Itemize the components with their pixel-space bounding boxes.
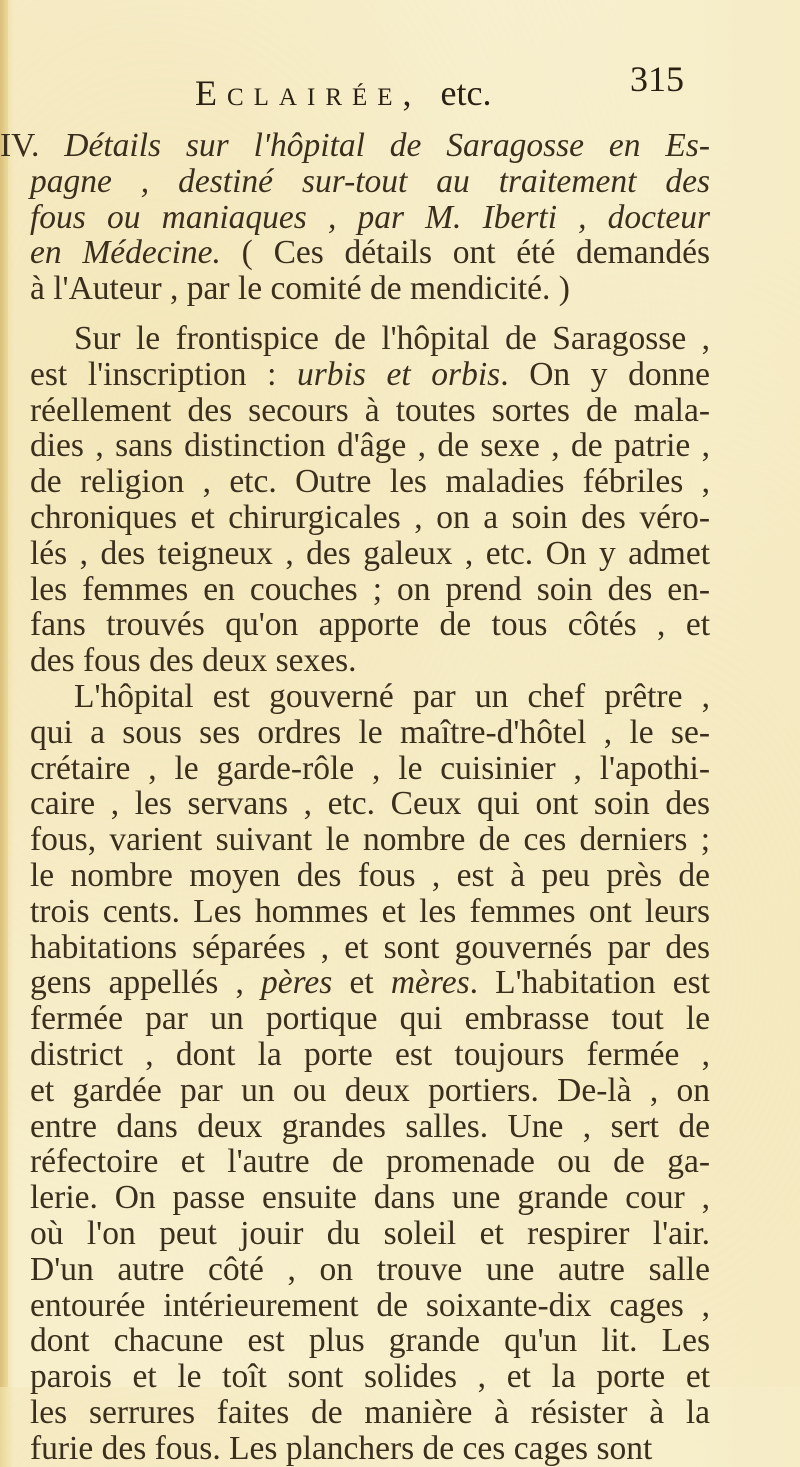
text-run: chroniques et chirurgicales , on a soin des véro- [30,498,710,536]
text-run: Sur le frontispice de l'hôpital de Saragosse , [74,319,710,357]
text-run: est l'inscription : [30,355,298,393]
text-line [30,1109,710,1145]
text-run: lés , des teigneux , des galeux , etc. On y admet [30,534,710,572]
running-head [0,52,800,112]
text-run: réfectoire et l'autre de promenade ou de ga- [30,1143,710,1181]
running-title-suffix: etc. [440,73,492,113]
text-line [30,894,710,930]
text-line [30,500,710,536]
text-run: caire , les servans , etc. Ceux qui ont soin des [30,785,710,823]
text-line [30,1216,710,1252]
text-run: les femmes en couches ; on prend soin des en- [30,570,710,608]
text-line [30,321,710,357]
text-line [30,1395,710,1431]
section-note: ( Ces détails ont été demandés [241,234,711,272]
text-line [30,1431,710,1467]
text-run: de religion , etc. Outre les maladies fébriles , [30,463,710,501]
text-run: fous, varient suivant le nombre de ces derniers ; [30,821,710,859]
text-line [30,822,710,858]
text-line [30,536,710,572]
text-run: district , dont la porte est toujours fermée , [30,1035,710,1073]
text-line [30,786,710,822]
text-run: et [332,964,391,1002]
section-title-line: pagne , destiné sur-tout au traitement des [30,162,710,200]
text-run: entourée intérieurement de soixante-dix cages , [30,1286,710,1324]
text-run: . On y donne [500,355,710,393]
italic-text: pères [261,964,333,1002]
italic-text: mères [390,964,470,1002]
text-line [30,930,710,966]
section-heading [0,127,711,308]
text-line [30,572,710,608]
text-run: où l'on peut jouir du soleil et respirer l'air. [30,1214,710,1252]
paragraph-1 [30,321,710,679]
section-title-line [0,127,710,164]
text-line [30,1252,710,1288]
text-run: réellement des secours à toutes sortes de mala- [30,391,710,429]
text-line [30,965,710,1001]
text-line [30,679,710,715]
text-line [30,357,710,393]
text-line [30,643,710,679]
text-run: fans trouvés qu'on apporte de tous côtés , et [30,606,710,644]
text-line [30,428,710,464]
text-line [30,1288,710,1324]
text-run: le nombre moyen des fous , est à peu près de [30,856,710,894]
text-line [30,858,710,894]
text-run: . L'habitation est [469,964,710,1002]
text-run: crétaire , le garde-rôle , le cuisinier , l'apothi- [30,749,710,787]
text-line [30,1144,710,1180]
section-title-text: en Médecine. [30,234,221,272]
text-line [30,1359,710,1395]
text-line [30,715,710,751]
paragraph-2 [30,679,710,1467]
text-run: parois et le toît sont solides , et la porte et [30,1358,710,1396]
text-line [30,607,710,643]
section-title-line: fous ou maniaques , par M. Iberti , docteur [30,198,710,236]
text-run: L'hôpital est gouverné par un chef prêtre , [74,677,710,715]
text-line [30,751,710,787]
text-line [30,1001,710,1037]
text-run: dies , sans distinction d'âge , de sexe , de patrie , [30,427,710,465]
text-run: dont chacune est plus grande qu'un lit. Les [30,1322,710,1360]
text-line [30,1180,710,1216]
running-title [195,72,492,114]
section-title-line [30,235,710,271]
section-note-line: à l'Auteur , par le comité de mendicité. ) [30,270,570,308]
text-run: fermée par un portique qui embrasse tout le [30,1000,710,1038]
text-run: gens appellés , [30,964,262,1002]
text-run: furie des fous. Les planchers de ces cages sont [30,1429,653,1467]
page-number: 315 [630,59,684,99]
text-run: lerie. On passe ensuite dans une grande cour , [30,1179,710,1217]
text-run: habitations séparées , et sont gouvernés par des [30,928,710,966]
text-run: des fous des deux sexes. [30,642,357,680]
text-line [30,1037,710,1073]
italic-text: urbis et orbis [297,355,501,393]
text-run: trois cents. Les hommes et les femmes ont leurs [30,892,710,930]
text-run: et gardée par un ou deux portiers. De-là , on [30,1071,710,1109]
text-line [30,1323,710,1359]
text-line [30,393,710,429]
text-line [30,464,710,500]
running-title-text: Eclairée, [195,73,422,113]
text-run: entre dans deux grandes salles. Une , sert de [30,1107,710,1145]
text-run: D'un autre côté , on trouve une autre salle [30,1250,710,1288]
section-number: IV. [0,127,40,164]
text-line [30,1073,710,1109]
section-title-text: Détails sur l'hôpital de Saragosse en Es- [64,127,710,164]
text-run: qui a sous ses ordres le maître-d'hôtel , le se- [30,713,710,751]
page-edge [0,0,8,1387]
page-body [0,127,711,1467]
text-run: les serrures faites de manière à résister à la [30,1393,710,1431]
